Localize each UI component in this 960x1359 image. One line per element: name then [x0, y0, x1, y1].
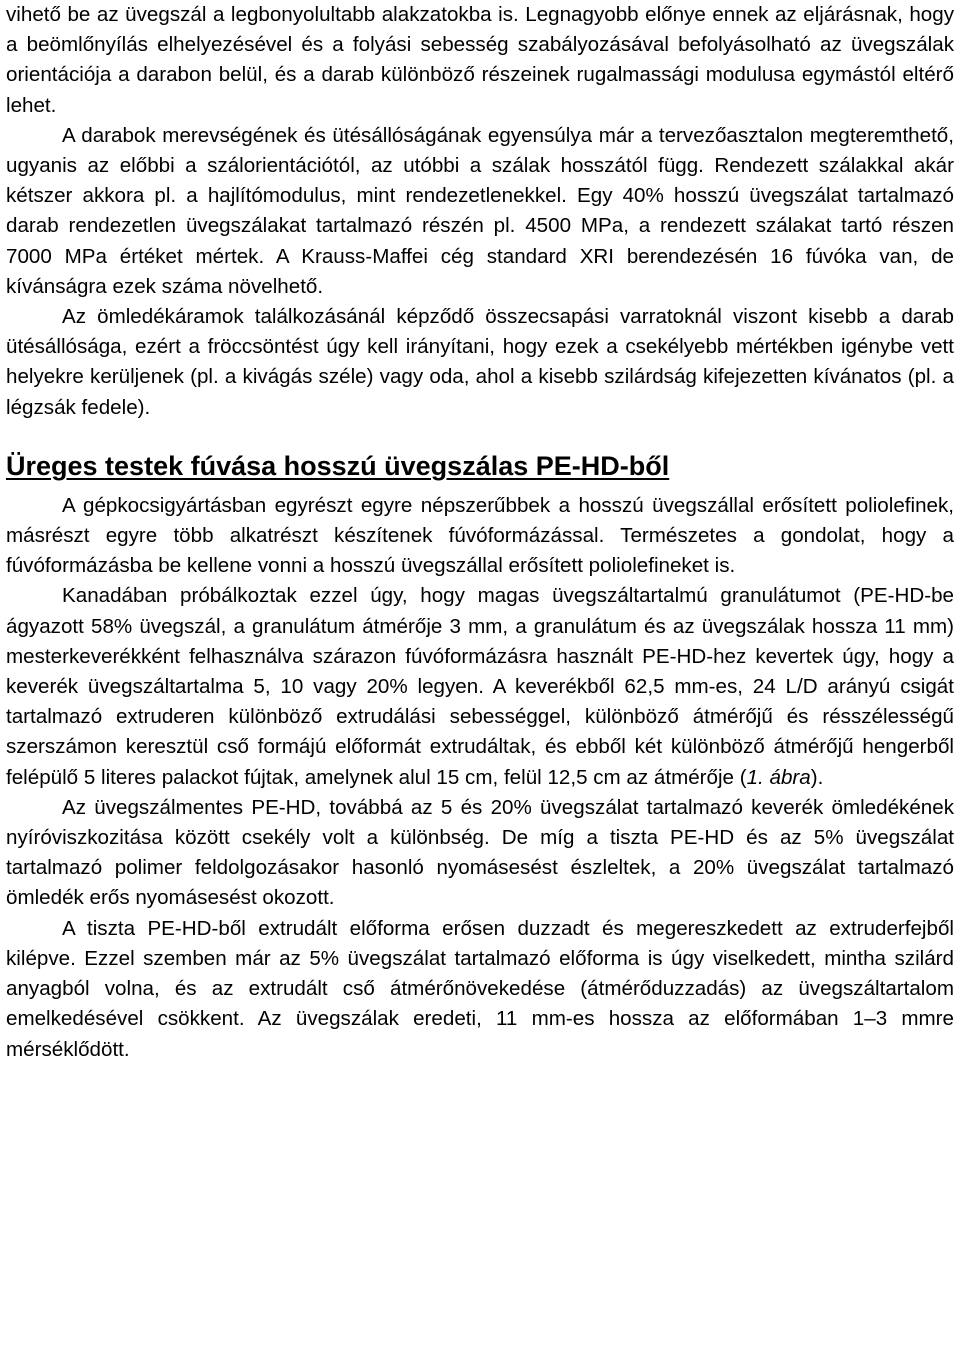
- paragraph-6: Az üvegszálmentes PE-HD, továbbá az 5 és 20% üvegszálat tartalmazó keverék ömledékének nyíróviszkozitása között csekély volt a különbség. De míg a tiszta PE-HD és az 5% üvegszálat tartalmazó polimer feldolgozásakor hasonló nyomásesést észleltek, a 20% üvegszálat tartalmazó ömledék erős nyomásesést okozott.: [6, 795, 954, 910]
- paragraph-5-end: ).: [810, 765, 824, 789]
- paragraph-2: A darabok merevségének és ütésállóságának egyensúlya már a tervezőasztalon megteremthető, ugyanis az előbbi a szálorientációtól, az utóbbi a szálak hosszától függ. Rendezett szálakkal akár kétszer akkora pl. a hajlítómodulus, mint rendezetlenekkel. Egy 40% hosszú üvegszálat tartalmazó darab rendezetlen üvegszálakat tartalmazó részén pl. 4500 MPa, a rendezett szálakat tartó részen 7000 MPa értéket mértek. A Krauss-Maffei cég standard XRI berendezésén 16 fúvóka van, de kívánságra ezek száma növelhető.: [6, 123, 954, 298]
- paragraph-5-text: Kanadában próbálkoztak ezzel úgy, hogy magas üvegszáltartalmú granulátumot (PE-HD-be ágyazott 58% üvegszál, a granulátum átmérője 3 mm, a granulátum és az üvegszálak hossza 11 mm) mesterkeverékként felhasználva szárazon fúvóformázásra használt PE-HD-hez kevertek úgy, hogy a keverék üvegszáltartalma 5, 10 vagy 20% legyen. A keverékből 62,5 mm-es, 24 L/D arányú csigát tartalmazó extruderen különböző extrudálási sebességgel, különböző átmérőjű és résszélességű szerszámon keresztül cső formájú előformát extrudáltak, és ebből két különböző átmérőjű hengerből felépülő 5 literes palackot fújtak, amelynek alul 15 cm, felül 12,5 cm az átmérője (: [6, 584, 954, 789]
- paragraph-5: [6, 581, 954, 792]
- figure-reference: 1. ábra: [746, 765, 811, 789]
- paragraph-1: vihető be az üvegszál a legbonyolultabb alakzatokba is. Legnagyobb előnye ennek az eljárásnak, hogy a beömlőnyílás elhelyezésével és a folyási sebesség szabályozásával befolyásolható az üvegszálak orientációja a darabon belül, és a darab különböző részeinek rugalmassági modulusa egymástól eltérő lehet.: [6, 3, 954, 117]
- paragraph-4: A gépkocsigyártásban egyrészt egyre népszerűbbek a hosszú üvegszállal erősített poliolefinek, másrészt egyre több alkatrészt készítenek fúvóformázással. Természetes a gondolat, hogy a fúvóformázásba be kellene vonni a hosszú üvegszállal erősített poliolefineket is.: [6, 493, 954, 578]
- paragraph-7: A tiszta PE-HD-ből extrudált előforma erősen duzzadt és megereszkedett az extruderfejből kilépve. Ezzel szemben már az 5% üvegszálat tartalmazó előforma is úgy viselkedett, mintha szilárd anyagból volna, és az extrudált cső átmérőnövekedése (átmérőduzzadás) az üvegszáltartalom emelkedésével csökkent. Az üvegszálak eredeti, 11 mm-es hossza az előformában 1–3 mmre mérséklődött.: [6, 916, 954, 1061]
- section-heading: Üreges testek fúvása hosszú üvegszálas PE-HD-ből: [6, 450, 670, 481]
- paragraph-3: Az ömledékáramok találkozásánál képződő összecsapási varratoknál viszont kisebb a darab ütésállósága, ezért a fröccsöntést úgy kell irányítani, hogy ezek a csekélyebb mértékben igénybe vett helyekre kerüljenek (pl. a kivágás széle) vagy oda, ahol a kisebb szilárdság kifejezetten kívánatos (pl. a légzsák fedele).: [6, 305, 954, 419]
- document-page: [6, 0, 954, 1065]
